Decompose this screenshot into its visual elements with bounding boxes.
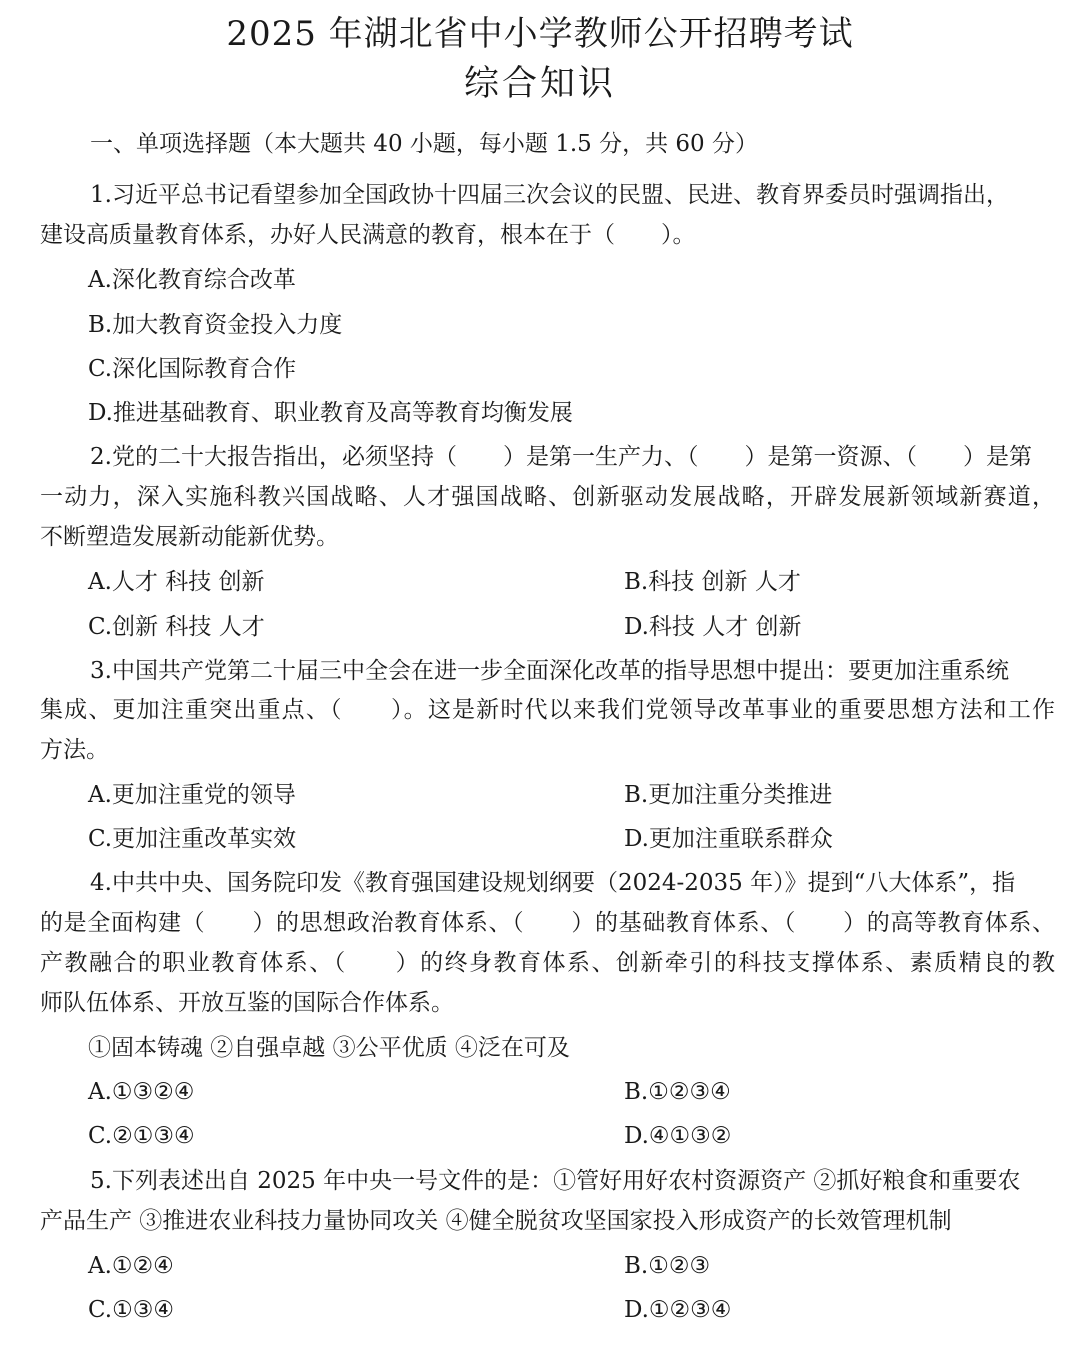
q3-option-c: C.更加注重改革实效 <box>88 826 297 852</box>
q1-option-b: B.加大教育资金投入力度 <box>88 312 343 338</box>
q3-option-d: D.更加注重联系群众 <box>624 826 833 852</box>
q2-option-c: C.创新 科技 人才 <box>88 614 265 640</box>
q2-stem-line3: 不断塑造发展新动能新优势。 <box>40 524 339 550</box>
q4-stem-line4: 师队伍体系、开放互鉴的国际合作体系。 <box>40 990 454 1016</box>
q4-stem-line3: 产教融合的职业教育体系、（ ）的终身教育体系、创新牵引的科技支撑体系、素质精良的教 <box>40 950 1055 976</box>
q5-stem-line2: 产品生产 ③推进农业科技力量协同攻关 ④健全脱贫攻坚国家投入形成资产的长效管理机制 <box>40 1208 952 1234</box>
q4-items-list: ①固本铸魂 ②自强卓越 ③公平优质 ④泛在可及 <box>88 1035 570 1061</box>
q5-option-c: C.①③④ <box>88 1297 174 1323</box>
exam-title: 2025 年湖北省中小学教师公开招聘考试 <box>226 14 854 54</box>
q3-option-b: B.更加注重分类推进 <box>624 782 833 808</box>
exam-subtitle: 综合知识 <box>463 64 616 104</box>
q4-option-d: D.④①③② <box>624 1123 732 1149</box>
q4-option-c: C.②①③④ <box>88 1123 195 1149</box>
q3-stem-line3: 方法。 <box>40 737 109 763</box>
q3-stem-line1: 3.中国共产党第二十届三中全会在进一步全面深化改革的指导思想中提出：要更加注重系统 <box>90 658 1009 684</box>
q1-option-c: C.深化国际教育合作 <box>88 356 297 382</box>
q4-option-a: A.①③②④ <box>88 1079 195 1105</box>
section-heading: 一、单项选择题（本大题共 40 小题，每小题 1.5 分，共 60 分） <box>90 131 758 157</box>
q4-stem-line1: 4.中共中央、国务院印发《教育强国建设规划纲要（2024-2035 年）》提到“八大体系”，指 <box>90 870 1016 896</box>
q2-option-d: D.科技 人才 创新 <box>624 614 802 640</box>
q5-option-d: D.①②③④ <box>624 1297 732 1323</box>
q1-option-a: A.深化教育综合改革 <box>88 267 296 293</box>
q5-option-b: B.①②③ <box>624 1253 711 1279</box>
q5-option-a: A.①②④ <box>88 1253 174 1279</box>
q4-option-b: B.①②③④ <box>624 1079 731 1105</box>
q5-stem-line1: 5.下列表述出自 2025 年中央一号文件的是：①管好用好农村资源资产 ②抓好粮食和重要农 <box>90 1168 1021 1194</box>
q1-stem-line2: 建设高质量教育体系，办好人民满意的教育，根本在于（ ）。 <box>40 222 696 248</box>
q4-stem-line2: 的是全面构建（ ）的思想政治教育体系、（ ）的基础教育体系、（ ）的高等教育体系、 <box>40 910 1055 936</box>
q3-stem-line2: 集成、更加注重突出重点、（ ）。这是新时代以来我们党领导改革事业的重要思想方法和工作 <box>40 697 1055 723</box>
q1-stem-line1: 1.习近平总书记看望参加全国政协十四届三次会议的民盟、民进、教育界委员时强调指出， <box>90 182 1009 208</box>
q2-stem-line2: 一动力，深入实施科教兴国战略、人才强国战略、创新驱动发展战略，开辟发展新领域新赛道， <box>40 484 1055 510</box>
q2-option-b: B.科技 创新 人才 <box>624 569 801 595</box>
q2-option-a: A.人才 科技 创新 <box>88 569 265 595</box>
q2-stem-line1: 2.党的二十大报告指出，必须坚持（ ）是第一生产力、（ ）是第一资源、（ ）是第 <box>90 444 1032 470</box>
q1-option-d: D.推进基础教育、职业教育及高等教育均衡发展 <box>88 400 573 426</box>
q3-option-a: A.更加注重党的领导 <box>88 782 296 808</box>
